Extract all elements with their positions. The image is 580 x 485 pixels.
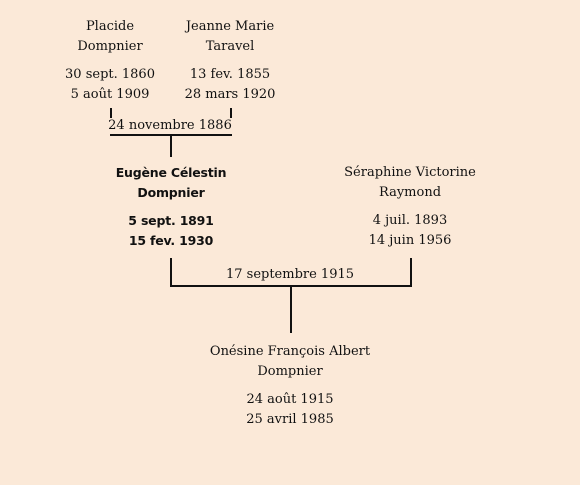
person-last-name: Dompnier bbox=[257, 364, 323, 379]
connector-grandparents-to-child bbox=[170, 136, 172, 157]
connector-father-down bbox=[170, 258, 172, 287]
grandparents-marriage-date: 24 novembre 1886 bbox=[108, 118, 232, 133]
person-last-name: Dompnier bbox=[77, 39, 143, 54]
connector-mother-down bbox=[410, 258, 412, 287]
connector-parents-to-child bbox=[290, 287, 292, 333]
person-first-name: Séraphine Victorine bbox=[344, 165, 476, 180]
person-grandfather bbox=[50, 17, 170, 105]
person-birth-date: 4 juil. 1893 bbox=[372, 213, 448, 228]
person-birth-date: 30 sept. 1860 bbox=[65, 67, 155, 82]
parents-marriage-date: 17 septembre 1915 bbox=[225, 267, 355, 282]
person-first-name: Jeanne Marie bbox=[185, 19, 275, 34]
person-death-date: 15 fev. 1930 bbox=[128, 233, 214, 248]
person-birth-date: 24 août 1915 bbox=[246, 392, 334, 407]
person-last-name: Taravel bbox=[205, 39, 255, 54]
person-birth-date: 5 sept. 1891 bbox=[128, 213, 214, 228]
person-first-name: Placide bbox=[85, 19, 135, 34]
person-child bbox=[180, 342, 400, 430]
person-death-date: 14 juin 1956 bbox=[368, 233, 452, 248]
person-last-name: Raymond bbox=[378, 185, 442, 200]
person-death-date: 25 avril 1985 bbox=[246, 412, 334, 427]
person-father bbox=[95, 163, 247, 251]
person-death-date: 5 août 1909 bbox=[70, 87, 150, 102]
person-birth-date: 13 fev. 1855 bbox=[189, 67, 271, 82]
person-last-name: Dompnier bbox=[137, 185, 205, 200]
person-death-date: 28 mars 1920 bbox=[184, 87, 276, 102]
person-first-name: Eugène Célestin bbox=[115, 165, 227, 180]
person-mother bbox=[320, 163, 500, 251]
person-grandmother bbox=[170, 17, 290, 105]
person-first-name: Onésine François Albert bbox=[209, 344, 371, 359]
